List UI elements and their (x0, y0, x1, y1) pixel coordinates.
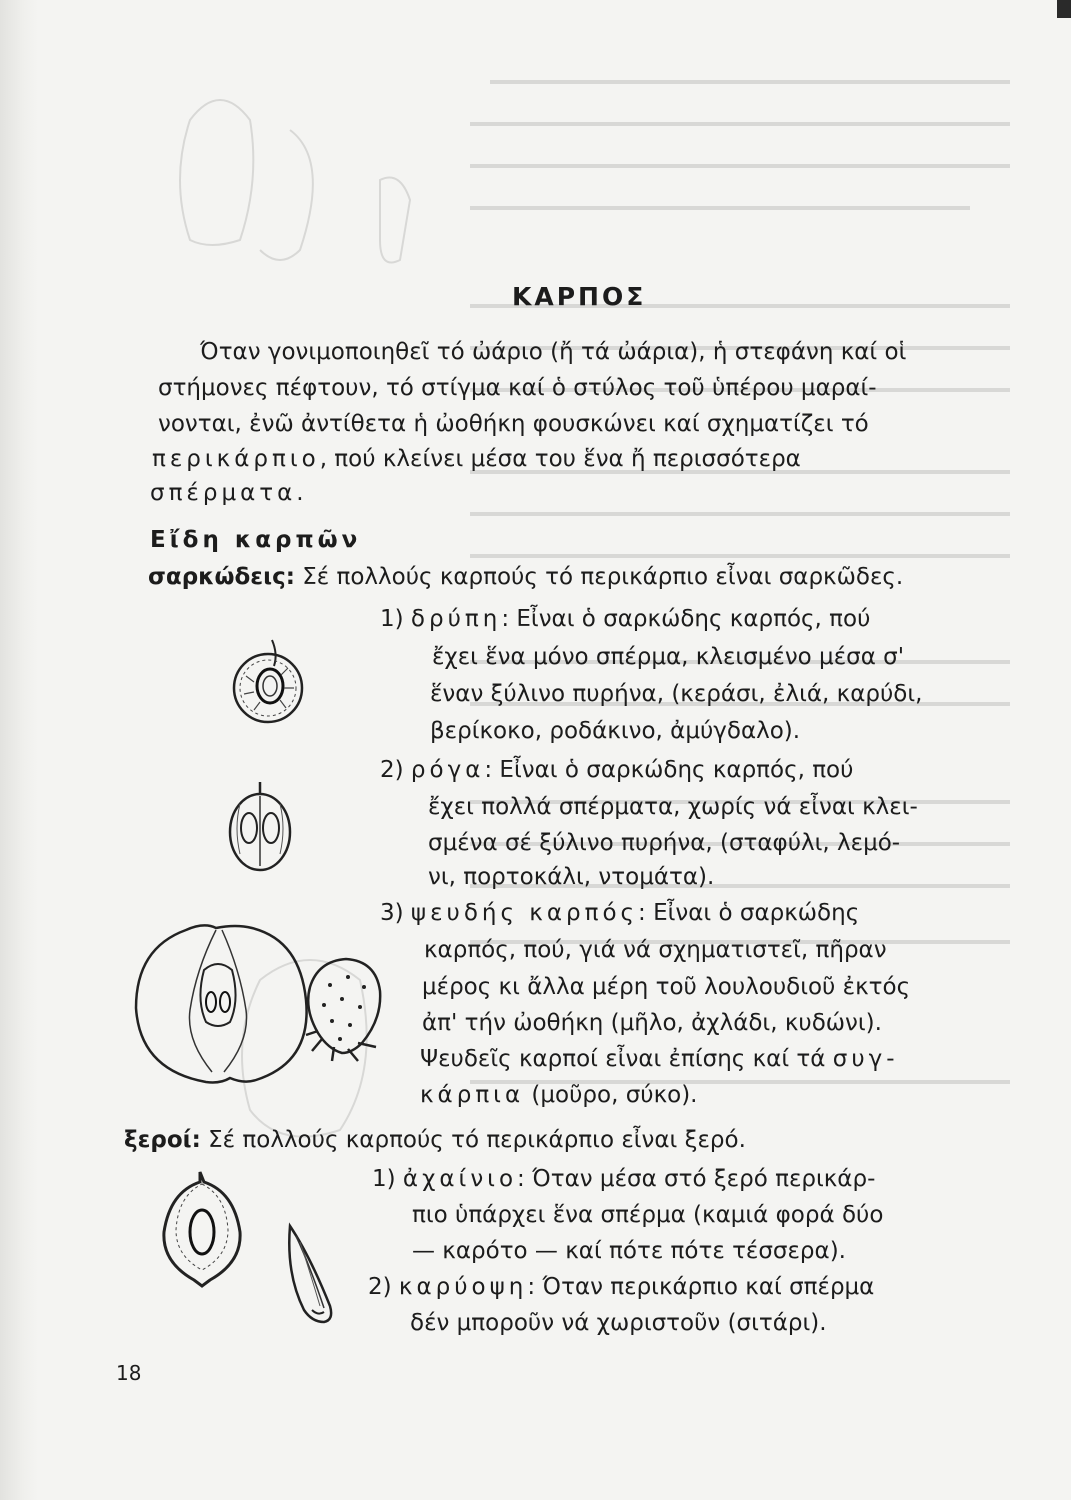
term-syncarp-part1: συγ- (832, 1046, 899, 1072)
caryopsis-line-2: δέν μποροῦν νά χωριστοῦν (σιτάρι). (410, 1310, 827, 1336)
intro-line-5: σπέρματα. (150, 480, 308, 506)
page-edge (0, 0, 38, 1500)
cherry-drupe-illustration (224, 636, 324, 726)
caryopsis-illustration (282, 1220, 342, 1330)
false-fruit-line-6-rest: (μοῦρο, σύκο). (524, 1082, 698, 1108)
grape-berry-illustration (222, 780, 302, 875)
drupe-term: δρύπη (410, 606, 502, 632)
berry-line-2: ἔχει πολλά σπέρματα, χωρίς νά εἶναι κλει- (428, 794, 918, 820)
false-fruit-line-2: καρπός, πού, γιά νά σχηματιστεῖ, πῆραν (424, 937, 887, 963)
page-number: 18 (116, 1361, 142, 1385)
achene-illustration (158, 1168, 248, 1288)
achene-line-1 (372, 1164, 875, 1194)
drupe-line-4: βερίκοκο, ροδάκινο, ἀμύγδαλο). (430, 718, 801, 744)
false-fruit-line-3: μέρος κι ἄλλα μέρη τοῦ λουλουδιοῦ ἐκτός (422, 974, 911, 1000)
apple-false-fruit-illustration (128, 918, 308, 1088)
fleshy-text: Σέ πολλούς καρπούς τό περικάρπιο εἶναι σαρκῶδες. (302, 564, 904, 590)
false-fruit-definition: : Εἶναι ὁ σαρκώδης (638, 900, 860, 926)
fleshy-label: σαρκώδεις: (148, 564, 295, 590)
false-fruit-line-4: ἀπ' τήν ὠοθήκη (μῆλο, ἀχλάδι, κυδώνι). (422, 1010, 882, 1036)
types-heading: Εἴδη καρπῶν (150, 527, 362, 553)
false-fruit-term: ψευδής καρπός (410, 900, 639, 926)
dry-text: Σέ πολλούς καρπούς τό περικάρπιο εἶναι ξερό. (208, 1127, 746, 1153)
term-syncarp-part2: κάρπια (420, 1082, 525, 1108)
achene-number: 1) (372, 1166, 396, 1192)
intro-line-2: στήμονες πέφτουν, τό στίγμα καί ὁ στύλος τοῦ ὑπέρου μαραί- (158, 375, 877, 401)
drupe-line-1 (380, 604, 870, 634)
strawberry-illustration (300, 955, 390, 1065)
berry-line-3: σμένα σέ ξύλινο πυρήνα, (σταφύλι, λεμό- (428, 830, 901, 856)
caryopsis-definition: : Όταν περικάρπιο καί σπέρμα (527, 1274, 875, 1300)
intro-line-3: νονται, ἐνῶ ἀντίθετα ἡ ὠοθήκη φουσκώνει καί σχηματίζει τό (158, 411, 869, 437)
caryopsis-term: καρύοψη (398, 1274, 528, 1300)
berry-number: 2) (380, 757, 404, 783)
false-fruit-line-6 (420, 1080, 698, 1110)
term-pericarp: περικάρπιο (152, 446, 320, 472)
drupe-number: 1) (380, 606, 404, 632)
intro-line-4-rest: , πού κλείνει μέσα του ἕνα ἤ περισσότερα (319, 446, 801, 472)
false-fruit-line-5 (420, 1044, 899, 1074)
berry-definition: : Εἶναι ὁ σαρκώδης καρπός, πού (484, 757, 854, 783)
dry-line (124, 1125, 746, 1155)
berry-term: ρόγα (410, 757, 485, 783)
page-title: ΚΑΡΠΟΣ (512, 282, 647, 311)
intro-line-4 (152, 444, 801, 474)
drupe-definition: : Εἶναι ὁ σαρκώδης καρπός, πού (501, 606, 871, 632)
caryopsis-number: 2) (368, 1274, 392, 1300)
fleshy-line (148, 562, 903, 592)
intro-line-1: Όταν γονιμοποιηθεῖ τό ὠάριο (ἤ τά ὠάρια), ἡ στεφάνη καί οἱ (200, 339, 907, 365)
drupe-line-2: ἔχει ἕνα μόνο σπέρμα, κλεισμένο μέσα σ' (432, 644, 905, 670)
achene-definition: : Όταν μέσα στό ξερό περικάρ- (517, 1166, 876, 1192)
achene-line-3: — καρότο — καί πότε πότε τέσσερα). (412, 1238, 846, 1264)
scan-corner (1057, 0, 1071, 18)
caryopsis-line-1 (368, 1272, 874, 1302)
achene-term: ἀχαίνιο (402, 1166, 518, 1192)
berry-line-4: νι, πορτοκάλι, ντομάτα). (428, 864, 715, 890)
dry-label: ξεροί: (124, 1127, 201, 1153)
achene-line-2: πιο ὑπάρχει ἕνα σπέρμα (καμιά φορά δύο (412, 1202, 884, 1228)
false-fruit-line-5-text: Ψευδεῖς καρποί εἶναι ἐπίσης καί τά (420, 1046, 833, 1072)
false-fruit-number: 3) (380, 900, 404, 926)
berry-line-1 (380, 755, 853, 785)
false-fruit-line-1 (380, 898, 859, 928)
drupe-line-3: ἕναν ξύλινο πυρήνα, (κεράσι, ἐλιά, καρύδι, (430, 681, 923, 707)
